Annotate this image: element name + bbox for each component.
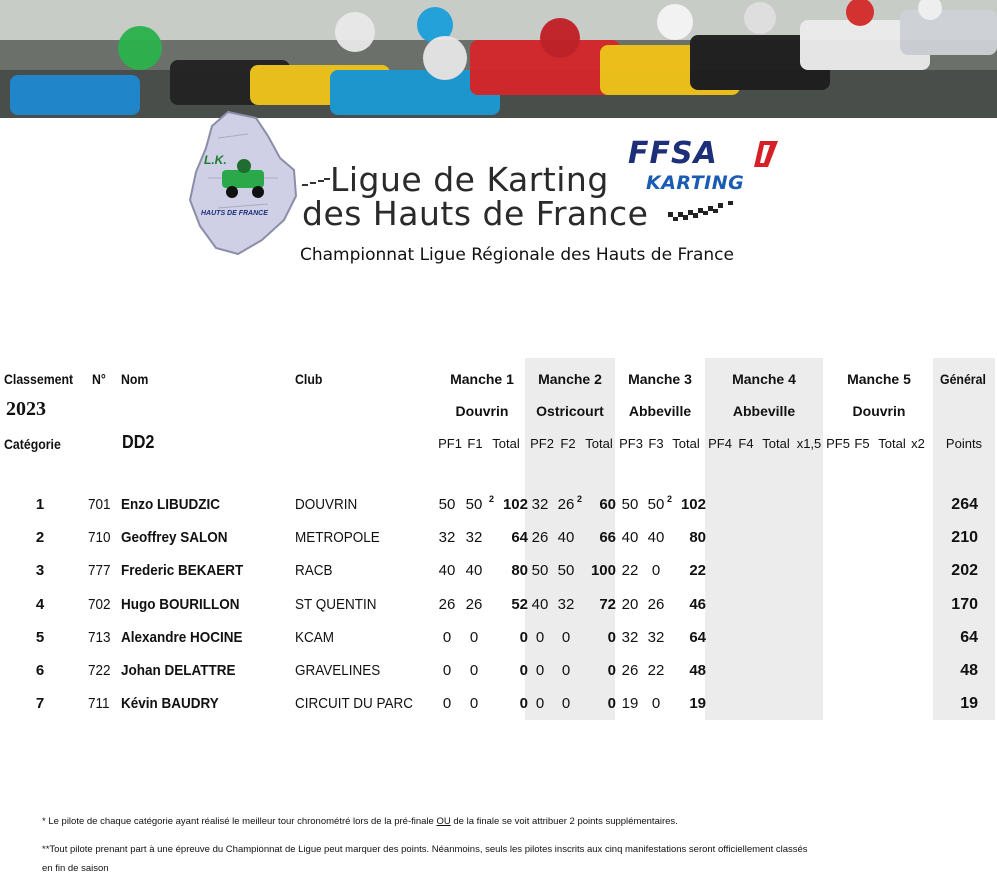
manche-5-location: Douvrin [852, 403, 906, 419]
ffsa-logo-mark-icon [754, 141, 778, 167]
manche-5-col-total: Total [878, 436, 906, 451]
row-general-points: 48 [960, 662, 978, 679]
row-m2-finale: 26 [557, 496, 575, 513]
manche-1-location: Douvrin [455, 403, 509, 419]
header-classement: Classement [4, 371, 74, 387]
manche-3-col-total: Total [672, 436, 700, 451]
row-m2-bonus: 2 [577, 494, 583, 504]
league-region-logo [188, 108, 300, 258]
manche-5-col-pf: PF5 [826, 436, 850, 451]
row-m1-finale: 0 [469, 662, 479, 679]
row-m1-total: 64 [511, 529, 528, 546]
header-points: Points [945, 436, 983, 451]
row-m1-prefinale: 32 [438, 529, 456, 546]
row-club: ST QUENTIN [295, 596, 377, 613]
row-m1-finale: 40 [465, 562, 483, 579]
manche-2-location: Ostricourt [536, 403, 604, 419]
row-m1-prefinale: 26 [438, 596, 456, 613]
row-m1-finale: 0 [469, 695, 479, 712]
league-title-line2: des Hauts de France [302, 194, 649, 233]
manche-5-col-mult: x2 [911, 436, 925, 451]
row-m1-finale: 26 [465, 596, 483, 613]
logo-region-text: HAUTS DE FRANCE [201, 210, 268, 217]
manche-2-col-f: F2 [560, 436, 576, 451]
row-m2-total: 100 [590, 562, 616, 579]
row-club: RACB [295, 562, 333, 579]
row-m1-finale: 50 [465, 496, 483, 513]
row-m2-finale: 0 [561, 662, 571, 679]
row-general-points: 170 [951, 596, 978, 613]
row-m2-prefinale: 32 [531, 496, 549, 513]
manche-5-title: Manche 5 [847, 371, 911, 387]
footnote-bonus-part2: de la finale se voit attribuer 2 points supplémentaires. [450, 816, 678, 827]
championship-title: Championnat Ligue Régionale des Hauts de France [300, 245, 734, 265]
row-m2-total: 66 [599, 529, 616, 546]
row-m3-finale: 22 [647, 662, 665, 679]
manche-4-col-f: F4 [738, 436, 754, 451]
row-m3-total: 22 [689, 562, 706, 579]
header-nom: Nom [121, 371, 149, 387]
manche-5-col-f: F5 [854, 436, 870, 451]
manche-2-title: Manche 2 [538, 371, 602, 387]
header-numero: N° [92, 371, 106, 387]
row-m1-total: 80 [511, 562, 528, 579]
manche-1-col-pf: PF1 [438, 436, 462, 451]
row-m3-finale: 40 [647, 529, 665, 546]
row-m2-prefinale: 40 [531, 596, 549, 613]
header-club: Club [295, 371, 323, 387]
row-club: KCAM [295, 629, 335, 646]
row-number: 777 [88, 562, 111, 579]
row-m1-total: 0 [519, 662, 528, 679]
row-rank: 6 [35, 662, 45, 679]
row-m2-total: 60 [599, 496, 616, 513]
row-m1-total: 52 [511, 596, 528, 613]
row-m3-total: 102 [680, 496, 706, 513]
row-rank: 1 [35, 496, 45, 513]
manche-1-col-f: F1 [467, 436, 483, 451]
row-club: GRAVELINES [295, 662, 381, 679]
manche-2-col-total: Total [585, 436, 613, 451]
manche-3-col-pf: PF3 [619, 436, 643, 451]
row-m1-finale: 0 [469, 629, 479, 646]
league-title-line1: Ligue de Karting [330, 160, 609, 199]
row-m1-total: 0 [519, 695, 528, 712]
footnote-bonus-part1: * Le pilote de chaque catégorie ayant réalisé le meilleur tour chronométré lors de la pré-finale [42, 816, 437, 827]
header-categorie: Catégorie [4, 436, 61, 452]
row-general-points: 64 [960, 629, 978, 646]
row-m3-prefinale: 32 [621, 629, 639, 646]
row-rank: 4 [35, 596, 45, 613]
category-value: DD2 [122, 432, 155, 452]
row-m1-total: 102 [502, 496, 528, 513]
row-m3-total: 80 [689, 529, 706, 546]
row-m3-total: 19 [689, 695, 706, 712]
row-m2-finale: 32 [557, 596, 575, 613]
row-m2-prefinale: 0 [535, 629, 545, 646]
row-m3-prefinale: 19 [621, 695, 639, 712]
manche-4-title: Manche 4 [732, 371, 796, 387]
manche-4-location: Abbeville [732, 403, 796, 419]
row-m2-prefinale: 50 [531, 562, 549, 579]
row-m3-prefinale: 40 [621, 529, 639, 546]
row-m1-finale: 32 [465, 529, 483, 546]
season-year: 2023 [6, 398, 46, 420]
row-m1-prefinale: 0 [442, 662, 452, 679]
row-driver-name: Frederic BEKAERT [121, 562, 244, 579]
row-driver-name: Johan DELATTRE [121, 662, 236, 679]
row-m3-finale: 0 [651, 562, 661, 579]
row-m2-prefinale: 0 [535, 662, 545, 679]
footnote-eligibility-line2: en fin de saison [42, 863, 109, 874]
row-driver-name: Hugo BOURILLON [121, 596, 240, 613]
manche-3-location: Abbeville [628, 403, 692, 419]
row-m2-finale: 0 [561, 629, 571, 646]
ffsa-logo-text: FFSA [628, 136, 718, 171]
row-m3-finale: 32 [647, 629, 665, 646]
ffsa-karting-text: KARTING [646, 172, 745, 194]
row-m3-finale: 26 [647, 596, 665, 613]
row-m3-prefinale: 22 [621, 562, 639, 579]
row-m3-bonus: 2 [667, 494, 673, 504]
row-m3-prefinale: 20 [621, 596, 639, 613]
row-m3-finale: 0 [651, 695, 661, 712]
row-number: 713 [88, 629, 111, 646]
manche-4-col-total: Total [762, 436, 790, 451]
row-club: CIRCUIT DU PARC [295, 695, 414, 712]
manche-1-col-total: Total [492, 436, 520, 451]
row-m1-prefinale: 0 [442, 695, 452, 712]
row-m3-prefinale: 50 [621, 496, 639, 513]
row-general-points: 19 [960, 695, 978, 712]
row-number: 702 [88, 596, 111, 613]
footnote-bonus [42, 816, 678, 827]
row-rank: 7 [35, 695, 45, 712]
row-m1-prefinale: 50 [438, 496, 456, 513]
row-club: DOUVRIN [295, 496, 358, 513]
row-m2-finale: 50 [557, 562, 575, 579]
row-m3-total: 64 [689, 629, 706, 646]
row-m2-total: 0 [607, 629, 616, 646]
header-general: Général [940, 371, 986, 387]
manche-4-col-mult: x1,5 [796, 436, 822, 451]
row-m2-total: 0 [607, 695, 616, 712]
row-general-points: 210 [951, 529, 978, 546]
row-general-points: 264 [951, 496, 978, 513]
row-driver-name: Enzo LIBUDZIC [121, 496, 220, 513]
row-m1-prefinale: 40 [438, 562, 456, 579]
manche-1-title: Manche 1 [450, 371, 514, 387]
footnote-eligibility-line1: **Tout pilote prenant part à une épreuve du Championnat de Ligue peut marquer des points. Néanmoins, seuls les pilotes inscrits aux cinq manifestations seront officiellement classés [42, 844, 808, 855]
row-m2-prefinale: 0 [535, 695, 545, 712]
row-rank: 2 [35, 529, 45, 546]
row-m1-prefinale: 0 [442, 629, 452, 646]
row-m1-bonus: 2 [489, 494, 495, 504]
row-club: METROPOLE [295, 529, 380, 546]
checkered-flag-icon [664, 200, 744, 224]
footnote-bonus-ou: OU [436, 816, 451, 827]
row-m3-finale: 50 [647, 496, 665, 513]
manche-3-col-f: F3 [648, 436, 664, 451]
row-m2-total: 72 [599, 596, 616, 613]
row-m3-total: 46 [689, 596, 706, 613]
row-rank: 3 [35, 562, 45, 579]
row-general-points: 202 [951, 562, 978, 579]
row-rank: 5 [35, 629, 45, 646]
row-number: 711 [88, 695, 110, 712]
row-m2-prefinale: 26 [531, 529, 549, 546]
row-m2-finale: 0 [561, 695, 571, 712]
logo-lk-text: L.K. [204, 153, 227, 167]
row-driver-name: Alexandre HOCINE [121, 629, 243, 646]
row-driver-name: Kévin BAUDRY [121, 695, 219, 712]
row-m3-prefinale: 26 [621, 662, 639, 679]
row-number: 701 [88, 496, 111, 513]
manche-3-title: Manche 3 [628, 371, 692, 387]
row-number: 710 [88, 529, 111, 546]
banner-photo [0, 0, 997, 118]
speed-lines-icon [302, 176, 330, 188]
row-m2-total: 0 [607, 662, 616, 679]
row-m1-total: 0 [519, 629, 528, 646]
manche-2-col-pf: PF2 [530, 436, 554, 451]
row-m3-total: 48 [689, 662, 706, 679]
row-number: 722 [88, 662, 111, 679]
row-m2-finale: 40 [557, 529, 575, 546]
manche-4-col-pf: PF4 [708, 436, 732, 451]
row-driver-name: Geoffrey SALON [121, 529, 228, 546]
